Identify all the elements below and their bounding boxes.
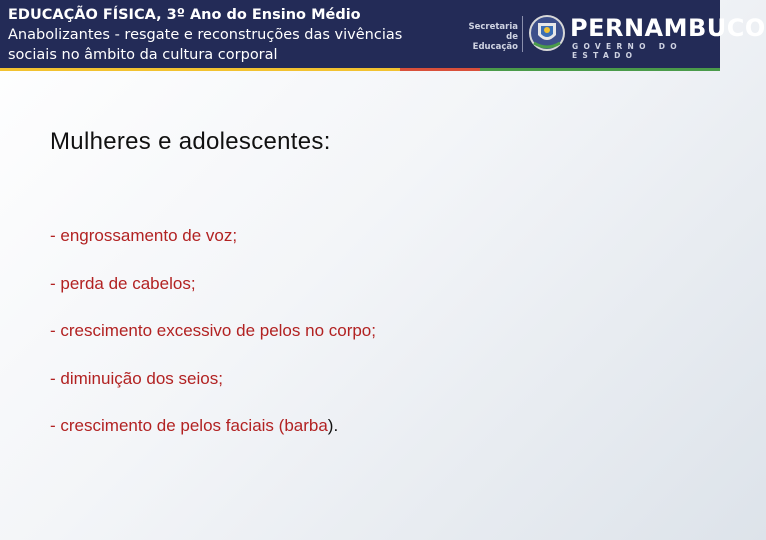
header-title	[8, 5, 438, 65]
header-line-3: sociais no âmbito da cultura corporal	[8, 47, 278, 63]
header-stripe-red	[400, 68, 480, 71]
logo-divider	[522, 16, 523, 52]
bullet-item: - engrossamento de voz;	[50, 226, 238, 245]
bullet-tail: ).	[327, 416, 339, 435]
bullet-list	[50, 226, 376, 464]
header-stripe-yellow	[0, 68, 400, 71]
secretaria-line-1: Secretaria de	[468, 22, 518, 42]
pernambuco-coat-of-arms-icon	[528, 13, 566, 53]
secretaria-line-2: Educação	[472, 42, 518, 52]
header-bar	[0, 0, 766, 68]
brand-name: PERNAMBUCO	[570, 14, 766, 42]
header-line-1: EDUCAÇÃO FÍSICA, 3º Ano do Ensino Médio	[8, 7, 361, 23]
secretaria-logo-text	[456, 22, 518, 52]
bullet-item: - perda de cabelos;	[50, 273, 196, 293]
slide-title: Mulheres e adolescentes:	[50, 128, 331, 155]
bullet-item: - crescimento excessivo de pelos no corpo;	[50, 321, 376, 340]
header-line-2: Anabolizantes - resgate e reconstruções das vivências	[8, 27, 403, 43]
header-stripe-green	[480, 68, 720, 71]
brand-subtitle: GOVERNO DO ESTADO	[572, 42, 682, 60]
bullet-item: - diminuição dos seios;	[50, 368, 223, 388]
bullet-item: - crescimento de pelos faciais (barba).	[50, 416, 339, 435]
